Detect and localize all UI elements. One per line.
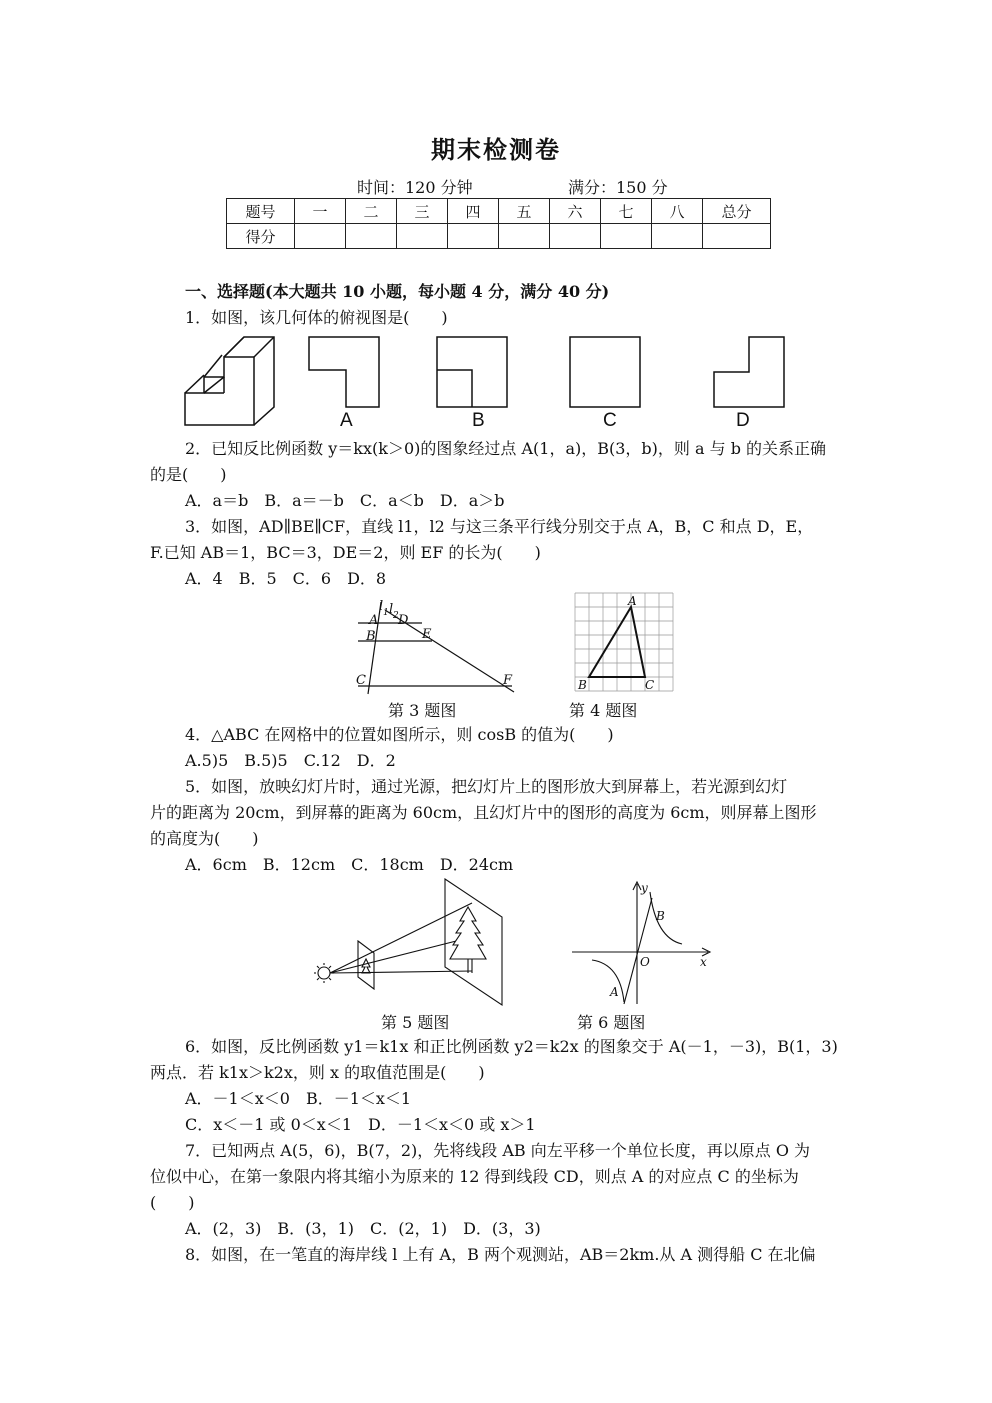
table-cell: 总分 [703, 199, 771, 224]
table-cell [295, 224, 346, 249]
label-b: B [366, 629, 376, 644]
figure-3-caption: 第 3 题图 [388, 701, 457, 720]
label-a: A [369, 613, 379, 628]
projected-tree-icon [450, 907, 486, 959]
question-6-cont: 两点．若 k1x＞k2x，则 x 的取值范围是( ) [150, 1063, 485, 1082]
question-2-cont: 的是( ) [150, 465, 227, 484]
origin-label: O [640, 955, 650, 969]
question-6-options-1: A．－1＜x＜0 B．－1＜x＜1 [185, 1089, 412, 1108]
figure-4-caption: 第 4 题图 [569, 701, 638, 720]
table-cell: 二 [346, 199, 397, 224]
label-b: B [578, 678, 587, 692]
option-c-figure [569, 336, 641, 408]
label-c: C [645, 678, 655, 692]
question-2: 2．已知反比例函数 y＝kx(k＞0)的图象经过点 A(1，a)，B(3，b)，则 a 与 b 的关系正确 [185, 439, 827, 458]
question-5-cont: 片的距离为 20cm，到屏幕的距离为 60cm，且幻灯片中的图形的高度为 6cm，则屏幕上图形 [150, 803, 817, 822]
table-cell: 题号 [227, 199, 295, 224]
option-d-figure [713, 336, 785, 408]
figure-5-caption: 第 5 题图 [381, 1013, 450, 1032]
table-cell: 三 [397, 199, 448, 224]
question-5-cont2: 的高度为( ) [150, 829, 259, 848]
solid-figure [184, 335, 279, 428]
figure-5 [312, 877, 508, 1005]
label-c: C [356, 673, 366, 688]
label-l1: l [379, 599, 384, 614]
axis-x-label: x [700, 955, 707, 969]
option-b-figure [436, 336, 508, 408]
question-5-options: A．6cm B．12cm C．18cm D．24cm [185, 855, 514, 874]
table-cell [703, 224, 771, 249]
table-cell [499, 224, 550, 249]
question-7-options: A．(2，3) B．(3，1) C．(2，1) D．(3，3) [185, 1219, 541, 1238]
question-6-options-2: C．x＜－1 或 0＜x＜1 D．－1＜x＜0 或 x＞1 [185, 1115, 536, 1134]
label-e: E [422, 627, 432, 642]
label-d: D [398, 613, 409, 628]
question-7: 7．已知两点 A(5，6)，B(7，2)，先将线段 AB 向左平移一个单位长度，再以原点 O 为 [185, 1141, 811, 1160]
question-4: 4．△ABC 在网格中的位置如图所示，则 cosB 的值为( ) [185, 725, 614, 744]
label-f: F [503, 673, 513, 688]
figure-6 [570, 880, 715, 1006]
label-sub1: 1 [383, 608, 389, 618]
question-5: 5．如图，放映幻灯片时，通过光源，把幻灯片上的图形放大到屏幕上，若光源到幻灯 [185, 777, 788, 796]
question-3: 3．如图，AD∥BE∥CF，直线 l1，l2 与这三条平行线分别交于点 A，B，C 和点 D，E， [185, 517, 814, 536]
table-cell: 四 [448, 199, 499, 224]
axis-y-label: y [641, 881, 648, 895]
figure-6-caption: 第 6 题图 [577, 1013, 646, 1032]
question-8: 8．如图，在一笔直的海岸线 l 上有 A，B 两个观测站，AB＝2km.从 A 测得船 C 在北偏 [185, 1245, 816, 1264]
table-cell [601, 224, 652, 249]
table-cell [346, 224, 397, 249]
question-1: 1．如图，该几何体的俯视图是( ) [185, 308, 448, 327]
exam-time: 时间：120 分钟 [357, 178, 473, 197]
question-3-cont: F.已知 AB＝1，BC＝3，DE＝2，则 EF 的长为( ) [150, 543, 541, 562]
table-cell [550, 224, 601, 249]
tree-icon [362, 959, 370, 973]
question-2-options: A．a＝b B．a＝－b C．a＜b D．a＞b [185, 491, 505, 510]
point-b-label: B [656, 909, 665, 923]
label-l2: l [389, 602, 394, 617]
question-4-options: A.5)5 B.5)5 C.12 D．2 [185, 751, 396, 770]
figure-3 [352, 598, 522, 694]
table-cell [652, 224, 703, 249]
label-sub2: 2 [393, 611, 399, 621]
table-cell [397, 224, 448, 249]
table-cell: 得分 [227, 224, 295, 249]
table-cell: 七 [601, 199, 652, 224]
point-a-label: A [610, 985, 619, 999]
figure-4 [574, 592, 676, 694]
option-a-figure [308, 336, 380, 408]
light-source-icon [318, 967, 330, 979]
question-7-cont: 位似中心，在第一象限内将其缩小为原来的 12 得到线段 CD，则点 A 的对应点 C 的坐标为 [150, 1167, 799, 1186]
table-cell: 六 [550, 199, 601, 224]
score-table [226, 198, 771, 249]
label-a: A [628, 594, 637, 608]
table-cell: 八 [652, 199, 703, 224]
question-3-options: A．4 B．5 C．6 D．8 [185, 569, 387, 588]
option-label: B [472, 410, 485, 431]
table-cell: 五 [499, 199, 550, 224]
section-heading: 一、选择题(本大题共 10 小题，每小题 4 分，满分 40 分) [185, 282, 610, 301]
full-score: 满分：150 分 [568, 178, 668, 197]
table-cell [448, 224, 499, 249]
question-6: 6．如图，反比例函数 y1＝k1x 和正比例函数 y2＝k2x 的图象交于 A(－1，－3)，B(1，3) [185, 1037, 838, 1056]
option-label: A [340, 410, 353, 431]
question-7-cont2: ( ) [150, 1193, 195, 1212]
option-label: C [603, 410, 617, 431]
page-title: 期末检测卷 [431, 135, 561, 164]
table-cell: 一 [295, 199, 346, 224]
option-label: D [736, 410, 750, 431]
